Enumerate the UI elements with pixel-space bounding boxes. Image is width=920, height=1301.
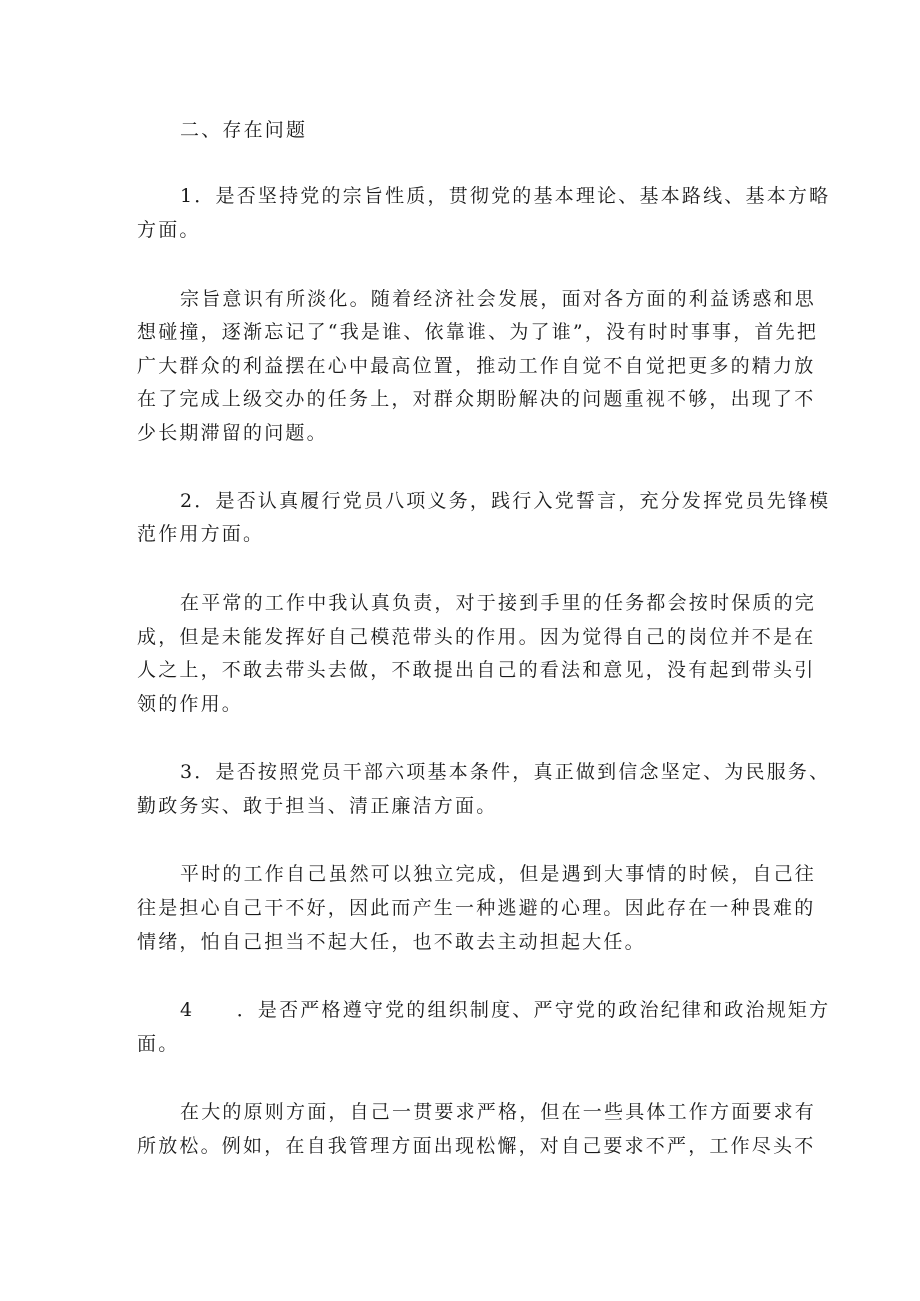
question-4-line-1: 4 ．是否严格遵守党的组织制度、严守党的政治纪律和政治规矩方: [180, 999, 831, 1021]
answer-1-line-3: 广大群众的利益摆在心中最高位置，推动工作自觉不自觉把更多的精力放: [137, 355, 816, 377]
answer-1-line-4: 在了完成上级交办的任务上，对群众期盼解决的问题重视不够，出现了不: [137, 388, 816, 410]
answer-1-line-1: 宗旨意识有所淡化。随着经济社会发展，面对各方面的利益诱惑和思: [180, 288, 817, 310]
answer-4-line-1: 在大的原则方面，自己一贯要求严格，但在一些具体工作方面要求有: [180, 1101, 817, 1123]
answer-3-line-1: 平时的工作自己虽然可以独立完成，但是遇到大事情的时候，自己往: [180, 863, 817, 885]
question-4-line-2: 面。: [137, 1033, 180, 1055]
question-3-line-1: 3．是否按照党员干部六项基本条件，真正做到信念坚定、为民服务、: [180, 761, 831, 783]
answer-2-line-4: 领的作用。: [137, 693, 244, 715]
section-heading: 二、存在问题: [180, 119, 308, 141]
answer-1-line-2: 想碰撞，逐渐忘记了“我是谁、依靠谁、为了谁”，没有时时事事，首先把: [137, 321, 819, 343]
answer-3-line-3: 情绪，怕自己担当不起大任，也不敢去主动担起大任。: [137, 931, 646, 953]
answer-2-line-3: 人之上，不敢去带头去做，不敢提出自己的看法和意见，没有起到带头引: [137, 659, 816, 681]
answer-1-line-5: 少长期滞留的问题。: [137, 422, 328, 444]
answer-2-line-2: 成，但是未能发挥好自己模范带头的作用。因为觉得自己的岗位并不是在: [137, 626, 816, 648]
question-1-line-2: 方面。: [137, 219, 201, 241]
answer-3-line-2: 往是担心自己干不好，因此而产生一种逃避的心理。因此存在一种畏难的: [137, 897, 816, 919]
question-2-line-2: 范作用方面。: [137, 523, 265, 545]
question-2-line-1: 2．是否认真履行党员八项义务，践行入党誓言，充分发挥党员先锋模: [180, 490, 831, 512]
answer-4-line-2: 所放松。例如，在自我管理方面出现松懈，对自己要求不严，工作尽头不: [137, 1135, 816, 1157]
question-3-line-2: 勤政务实、敢于担当、清正廉洁方面。: [137, 795, 498, 817]
answer-2-line-1: 在平常的工作中我认真负责，对于接到手里的任务都会按时保质的完: [180, 592, 817, 614]
question-1-line-1: 1．是否坚持党的宗旨性质，贯彻党的基本理论、基本路线、基本方略: [180, 185, 831, 207]
